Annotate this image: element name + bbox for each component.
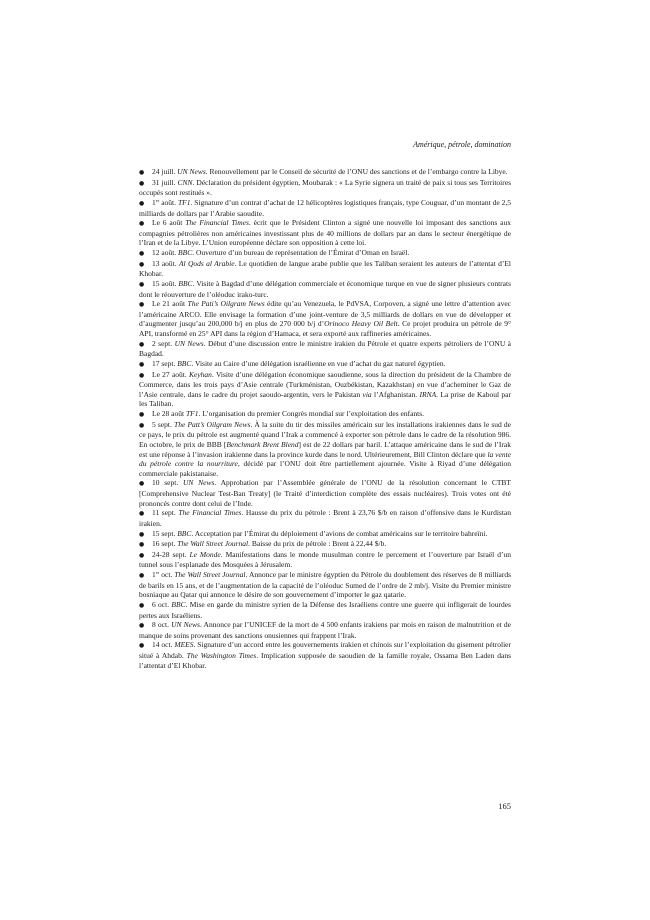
entry-text: . écrit que le Président Clinton a signé une nouvelle loi imposant des sanctions aux compagnies pétrolières non américaines investissant plus de 40 millions de dollars par an dans le secteur énergétique de l’Iran et de la Libye. L’Union européenne déclare son opposition à cette loi. <box>139 218 512 248</box>
entry-text: . Déclaration du président égyptien, Moubarak : « La Syrie signera un traité de paix si tous ses Territoires occupés sont restitués ». <box>139 177 511 198</box>
source-title: Orinoco Heavy Oil Belt <box>324 319 398 329</box>
chronology-entry <box>139 600 511 620</box>
source-title: BBC <box>171 599 186 609</box>
bullet-icon: ● <box>139 541 145 549</box>
entry-text: . Ce projet produira un pétrole de 9° API, transformé en 25° API dans la région d’Hamaca, et sera exporté aux raffineries américaines. <box>139 319 511 338</box>
source-title: Keyhan <box>189 369 212 379</box>
chronology-entry <box>139 539 511 550</box>
bullet-icon: ● <box>139 601 145 609</box>
source-title: Al Qods al Arabie <box>178 258 235 268</box>
entry-text: , décidé par l’ONU doit être partiellement ajournée. Visite à Riyad d’une délégation commerciale pakistanaise. <box>139 459 511 478</box>
source-title: TF1 <box>185 409 199 418</box>
chronology-entry <box>139 420 511 479</box>
bullet-icon: ● <box>139 642 145 650</box>
entry-text: 17 sept. <box>152 358 178 368</box>
entry-text: . Approbation par l’Assemblée générale de l’ONU de la résolution concernant le CTBT [Comprehensive Nuclear Test-Ban Treaty] (le Traité d’interdiction complète des essais nucléaires). Trois votes ont été prononcés contre dont celui de l’Inde. <box>139 478 511 508</box>
entry-text: 2 sept. <box>152 338 175 348</box>
source-title: la vente du pétrole contre la nourriture <box>139 449 511 469</box>
entry-text: . Début d’une discussion entre le ministre irakien du Pétrole et quatre experts pétroliers de l’ONU à Bagdad. <box>139 338 512 359</box>
running-head: Amérique, pétrole, domination <box>413 140 511 149</box>
chronology-entry <box>139 359 511 370</box>
source-title: IRNA <box>419 389 437 399</box>
entry-text: . La prise de Kaboul par les Taliban. <box>139 389 511 409</box>
chronology-entry <box>139 508 511 528</box>
entry-text: 1 <box>152 570 156 579</box>
bullet-icon: ● <box>139 220 145 228</box>
source-title: The Patt’s Oilgram News <box>174 419 251 429</box>
source-title: The Washington Times <box>186 651 257 660</box>
entry-text: 13 août. <box>152 258 179 268</box>
bullet-icon: ● <box>139 480 145 488</box>
entry-text: . Le quotidien de langue arabe publie que les Taliban seraient les auteurs de l’attentat d’El Khobar. <box>139 258 511 279</box>
entry-text: 1 <box>152 197 156 207</box>
source-title: BBC <box>177 358 192 368</box>
entry-text: Le 21 août <box>152 299 188 309</box>
entry-text: . Baisse du prix de pétrole : Brent à 22,44 $/b. <box>248 539 387 549</box>
entry-text: 16 sept. <box>152 539 178 549</box>
entry-text: 10 sept. <box>152 478 183 488</box>
entry-text: 6 oct. <box>152 599 172 609</box>
entry-text: août. <box>159 197 178 207</box>
bullet-icon: ● <box>139 421 145 429</box>
source-title: TF1 <box>177 197 191 207</box>
chronology-entry <box>139 178 511 198</box>
chronology-entry <box>139 279 511 299</box>
chronology-entries <box>139 167 511 670</box>
source-title: via <box>362 389 372 399</box>
chronology-entry <box>139 620 511 640</box>
entry-text: 11 sept. <box>152 508 179 518</box>
entry-text: . Mise en garde du ministre syrien de la Défense des Israéliens contre une guerre qui infligerait de lourdes pertes aux Israéliens. <box>139 599 511 620</box>
bullet-icon: ● <box>139 622 145 630</box>
entry-text: 15 sept. <box>152 528 178 538</box>
entry-text: . Signature d’un contrat d’achat de 12 hélicoptères logistiques français, type Couguar, d’un montant de 2,5 milliards de dollars par l’Arabie saoudite. <box>139 197 512 218</box>
entry-text: . Annonce par le ministre égyptien du Pétrole du doublement des réserves de 8 milliards de barils en 15 ans, et de l’augmentation de la capacité de l’oléoduc Sumed de l’ordre de 2 mb/j. Visite du Premier ministre bosniaque au Qatar qui annonce le désire de son gouvernement d’importer le gaz qatarie. <box>139 570 511 600</box>
bullet-icon: ● <box>139 510 145 518</box>
chronology-entry <box>139 198 511 218</box>
bullet-icon: ● <box>139 280 145 288</box>
source-title: Le Monde <box>189 549 221 559</box>
bullet-icon: ● <box>139 551 145 559</box>
bullet-icon: ● <box>139 530 145 538</box>
entry-text: . Visite d’une délégation économique saoudienne, sous la direction du président de la Chambre de Commerce, dans les trois pays d’Asie centrale (Turkménistan, Ouzbékistan, Kazakhstan) en vue d’acheminer le Gaz de l’Asie centrale, dans le cadre du projet saoudo-argentin, vers le Pakistan <box>139 369 511 399</box>
source-title: UN News <box>174 338 204 348</box>
entry-text: . Implication supposée de saoudien de la famille royale, Ossama Ben Laden dans l’attentat d’El Khobar. <box>139 651 512 670</box>
entry-text: . Visite à Bagdad d’une délégation commerciale et économique turque en vue de signer plusieurs contrats dont le réouverture de l’oléoduc irako-turc. <box>139 278 511 299</box>
entry-text: 15 août. <box>152 278 179 288</box>
bullet-icon: ● <box>139 260 145 268</box>
bullet-icon: ● <box>139 199 145 207</box>
bullet-icon: ● <box>139 301 145 309</box>
entry-text: Le 28 août <box>152 409 186 418</box>
source-title: The Pati’s Oilgram News <box>187 299 265 309</box>
entry-text: Le 27 août. <box>152 369 190 379</box>
bullet-icon: ● <box>139 411 145 418</box>
source-title: CNN <box>177 177 193 187</box>
entry-text: . Renouvellement par le Conseil de sécurité de l’ONU des sanctions et de l’embargo contre la Libye. <box>205 167 508 176</box>
entry-text: ] est de 22 dollars par baril. L’attaque américaine dans le sud de l’Irak est une réponse à l’invasion irakienne dans la province kurde dans le nord. Ultérieurement, Bill Clinton déclare que <box>139 439 511 459</box>
page-number: 165 <box>498 801 511 811</box>
bullet-icon: ● <box>139 572 145 579</box>
chronology-entry <box>139 550 511 570</box>
entry-text: 12 août. <box>152 248 179 257</box>
bullet-icon: ● <box>139 371 145 379</box>
entry-text: . L’organisation du premier Congrès mondial sur l’exploitation des enfants. <box>198 409 425 418</box>
entry-text: . Ouverture d’un bureau de représentation de l’Émirat d’Oman en Israël. <box>192 248 410 257</box>
source-title: The Wall Street Journal <box>174 570 246 579</box>
source-title: UN News <box>177 167 206 176</box>
entry-text: 24-28 sept. <box>152 549 190 559</box>
entry-text: 24 juill. <box>152 167 178 176</box>
chronology-entry <box>139 218 511 248</box>
entry-text: . Acceptation par l’Émirat du déploiement d’avions de combat américains sur le territoire bahreïni. <box>191 528 488 538</box>
entry-text: 31 juill. <box>152 177 178 187</box>
source-title: The Financial Times <box>178 508 242 518</box>
chronology-entry <box>139 167 511 178</box>
entry-text: édite qu’au Venezuela, le PdVSA, Corpoven, a signé une lettre d’attention avec l’américaine ARCO. Elle envisage la formation d’une joint-venture de 3,5 milliards de dollars en vue de développer et d’augmenter jusqu’au 200,000 b/j en plus de 270 000 b/j d’ <box>139 299 511 329</box>
source-title: The Financial Times <box>185 218 249 228</box>
entry-text: 8 oct. <box>152 620 172 630</box>
source-title: BBC <box>178 278 193 288</box>
source-title: UN News <box>171 620 200 630</box>
entry-text: . À la suite du tir des missiles américain sur les installations irakiennes dans le sud de ce pays, le prix du pétrole est augmenté quand l’Irak a commencé à exporter son pétrole dans le cadre de la résolution 986. En octobre, le prix de BBB [ <box>139 419 511 449</box>
bullet-icon: ● <box>139 169 145 176</box>
entry-text: . Visite au Caire d’une délégation israélienne en vue d’achat du gaz naturel égyptien. <box>191 358 446 368</box>
chronology-entry <box>139 570 511 600</box>
chronology-entry <box>139 299 511 339</box>
source-title: BBC <box>178 248 193 257</box>
chronology-entry <box>139 248 511 259</box>
entry-text: Le 6 août <box>152 218 186 228</box>
entry-text: l’Afghanistan. <box>371 389 420 399</box>
ordinal-suffix: er <box>155 197 160 203</box>
chronology-entry <box>139 478 511 508</box>
chronology-entry <box>139 339 511 359</box>
entry-text: . Signature d’un accord entre les gouvernements irakien et chinois sur l’exploitation du gisement pétrolier situé à Ahdab. <box>139 640 511 660</box>
source-title: MEES <box>174 640 194 650</box>
chronology-entry <box>139 370 511 410</box>
entry-text: oct. <box>159 570 175 579</box>
entry-text: . Annonce par l’UNICEF de la mort de 4 500 enfants irakiens par mois en raison de malnutrition et de manque de soins provenant des sanctions onusiennes qui frappent l’Irak. <box>139 620 511 640</box>
entry-text: . Hausse du prix du pétrole : Brent à 23,76 $/b en raison d’offensive dans le Kurdistan irakien. <box>139 508 511 528</box>
bullet-icon: ● <box>139 179 145 187</box>
entry-text: 14 oct. <box>152 640 175 650</box>
bullet-icon: ● <box>139 250 145 257</box>
entry-text: . Manifestations dans le monde musulman contre le percement et l’ouverture par Israël d’un tunnel sous l’esplanade des Mosquées à Jérusalem. <box>139 549 511 570</box>
chronology-entry <box>139 529 511 540</box>
source-title: BBC <box>177 528 192 538</box>
chronology-entry <box>139 640 511 670</box>
source-title: The Wall Street Journal <box>177 539 249 549</box>
bullet-icon: ● <box>139 340 145 348</box>
source-title: Benchmark Brent Blend <box>226 439 299 449</box>
chronology-entry <box>139 259 511 279</box>
source-title: UN News <box>182 478 215 488</box>
bullet-icon: ● <box>139 360 145 368</box>
entry-text: 5 sept. <box>152 419 175 429</box>
ordinal-suffix: er <box>155 570 160 575</box>
chronology-entry <box>139 409 511 420</box>
